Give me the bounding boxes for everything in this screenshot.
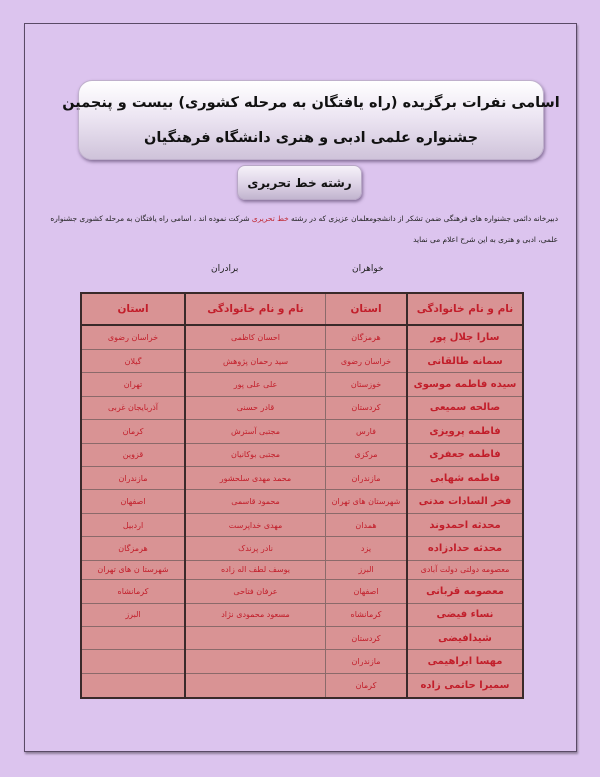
brother-province-cell: گیلان	[81, 349, 185, 372]
sister-name-cell: سمیرا حاتمی زاده	[407, 673, 523, 698]
brother-province-cell: تهران	[81, 373, 185, 396]
brother-name-cell: علی علی پور	[185, 373, 326, 396]
sister-province-cell: کرمان	[326, 673, 408, 698]
sister-province-cell: اصفهان	[326, 580, 408, 603]
sister-name-cell: محدثه احمدوند	[407, 513, 523, 536]
table-row	[81, 443, 523, 466]
table-row	[81, 325, 523, 349]
intro-text-1: دبیرخانه دائمی جشنواره های فرهنگی ضمن تشکر از دانشجومعلمان عزیزی که در رشته	[288, 214, 558, 223]
sister-name-cell: فاطمه پرویزی	[407, 420, 523, 443]
brother-province-cell: البرز	[81, 603, 185, 626]
sister-province-cell: کرمانشاه	[326, 603, 408, 626]
intro-text-2: شرکت نموده اند ، اسامی راه یافتگان به مرحله کشوری جشنواره علمی، ادبی و هنری به این شرح اعلام می نماید	[50, 214, 558, 244]
sister-name-cell: فاطمه جعفری	[407, 443, 523, 466]
sister-name-cell: فاطمه شهابی	[407, 467, 523, 490]
table-row	[81, 420, 523, 443]
table-row	[81, 603, 523, 626]
brother-name-cell: نادر پرندک	[185, 537, 326, 560]
sister-name-cell: سیده فاطمه موسوی	[407, 373, 523, 396]
brother-province-cell: آذربایجان غربی	[81, 396, 185, 419]
brother-name-cell	[185, 627, 326, 650]
sister-name-cell: سمانه طالقانی	[407, 349, 523, 372]
sister-province-cell: همدان	[326, 513, 408, 536]
brother-name-cell	[185, 673, 326, 698]
table-row	[81, 490, 523, 513]
sister-name-cell: فخر السادات مدنی	[407, 490, 523, 513]
sister-name-cell: معصومه قربانی	[407, 580, 523, 603]
sister-name-cell: مهسا ابراهیمی	[407, 650, 523, 673]
header-sister-name: نام و نام خانوادگی	[407, 293, 523, 325]
sister-province-cell: خوزستان	[326, 373, 408, 396]
brother-name-cell: عرفان فتاحی	[185, 580, 326, 603]
brother-province-cell: مازندران	[81, 467, 185, 490]
table-row	[81, 349, 523, 372]
sister-province-cell: فارس	[326, 420, 408, 443]
brother-name-cell: مهدی خداپرست	[185, 513, 326, 536]
sister-name-cell: شیدافیضی	[407, 627, 523, 650]
table-row	[81, 467, 523, 490]
sister-province-cell: کردستان	[326, 396, 408, 419]
header-brother-province: استان	[81, 293, 185, 325]
brother-name-cell: مجتبی آسترش	[185, 420, 326, 443]
brother-province-cell: هرمزگان	[81, 537, 185, 560]
brother-name-cell	[185, 650, 326, 673]
brother-province-cell: کرمان	[81, 420, 185, 443]
sister-province-cell: البرز	[326, 560, 408, 580]
brother-province-cell	[81, 650, 185, 673]
title-line-2: جشنواره علمی ادبی و هنری دانشگاه فرهنگیان	[143, 129, 479, 146]
brothers-label: برادران	[211, 264, 239, 274]
brother-province-cell	[81, 673, 185, 698]
sister-province-cell: هرمزگان	[326, 325, 408, 349]
sister-province-cell: مازندران	[326, 650, 408, 673]
results-table	[80, 292, 524, 699]
brother-province-cell: خراسان رضوی	[81, 325, 185, 349]
brother-name-cell: یوسف لطف اله زاده	[185, 560, 326, 580]
title-line-1: اسامی نفرات برگزیده (راه یافتگان به مرحله کشوری) بیست و پنجمین	[62, 94, 560, 111]
brother-province-cell	[81, 627, 185, 650]
brother-name-cell: محمد مهدی سلحشور	[185, 467, 326, 490]
table-row	[81, 673, 523, 698]
header-sister-province: استان	[326, 293, 408, 325]
sister-province-cell: مرکزی	[326, 443, 408, 466]
brother-name-cell: احسان کاظمی	[185, 325, 326, 349]
brother-name-cell: محمود قاسمی	[185, 490, 326, 513]
header-brother-name: نام و نام خانوادگی	[185, 293, 326, 325]
brother-name-cell: سید رحمان پژوهش	[185, 349, 326, 372]
table-row	[81, 650, 523, 673]
sister-province-cell: کردستان	[326, 627, 408, 650]
table-row	[81, 537, 523, 560]
brother-province-cell: کرمانشاه	[81, 580, 185, 603]
table-row	[81, 396, 523, 419]
sister-province-cell: خراسان رضوی	[326, 349, 408, 372]
sisters-label: خواهران	[352, 264, 384, 274]
sister-name-cell: معصومه دولتی دولت آبادی	[407, 560, 523, 580]
intro-highlight: خط تحریری	[251, 214, 289, 223]
brother-province-cell: شهرستا ن های تهران	[81, 560, 185, 580]
title-banner	[62, 80, 560, 160]
sister-name-cell: صالحه سمیعی	[407, 396, 523, 419]
sister-province-cell: شهرستان های تهران	[326, 490, 408, 513]
sister-name-cell: محدثه حدادزاده	[407, 537, 523, 560]
brother-name-cell: مسعود محمودی نژاد	[185, 603, 326, 626]
field-label-button: رشته خط تحریری	[237, 165, 362, 200]
table-row	[81, 513, 523, 536]
sister-name-cell: سارا جلال پور	[407, 325, 523, 349]
table-row	[81, 373, 523, 396]
table-header-row	[81, 293, 523, 325]
brother-province-cell: اصفهان	[81, 490, 185, 513]
brother-province-cell: اردبیل	[81, 513, 185, 536]
table-row	[81, 560, 523, 580]
sister-province-cell: یزد	[326, 537, 408, 560]
table-row	[81, 580, 523, 603]
sister-province-cell: مازندران	[326, 467, 408, 490]
intro-paragraph	[40, 208, 558, 250]
table-row	[81, 627, 523, 650]
brother-name-cell: مجتبی بوکانیان	[185, 443, 326, 466]
brother-province-cell: قزوین	[81, 443, 185, 466]
sister-name-cell: نساء فیضی	[407, 603, 523, 626]
brother-name-cell: قادر حسنی	[185, 396, 326, 419]
